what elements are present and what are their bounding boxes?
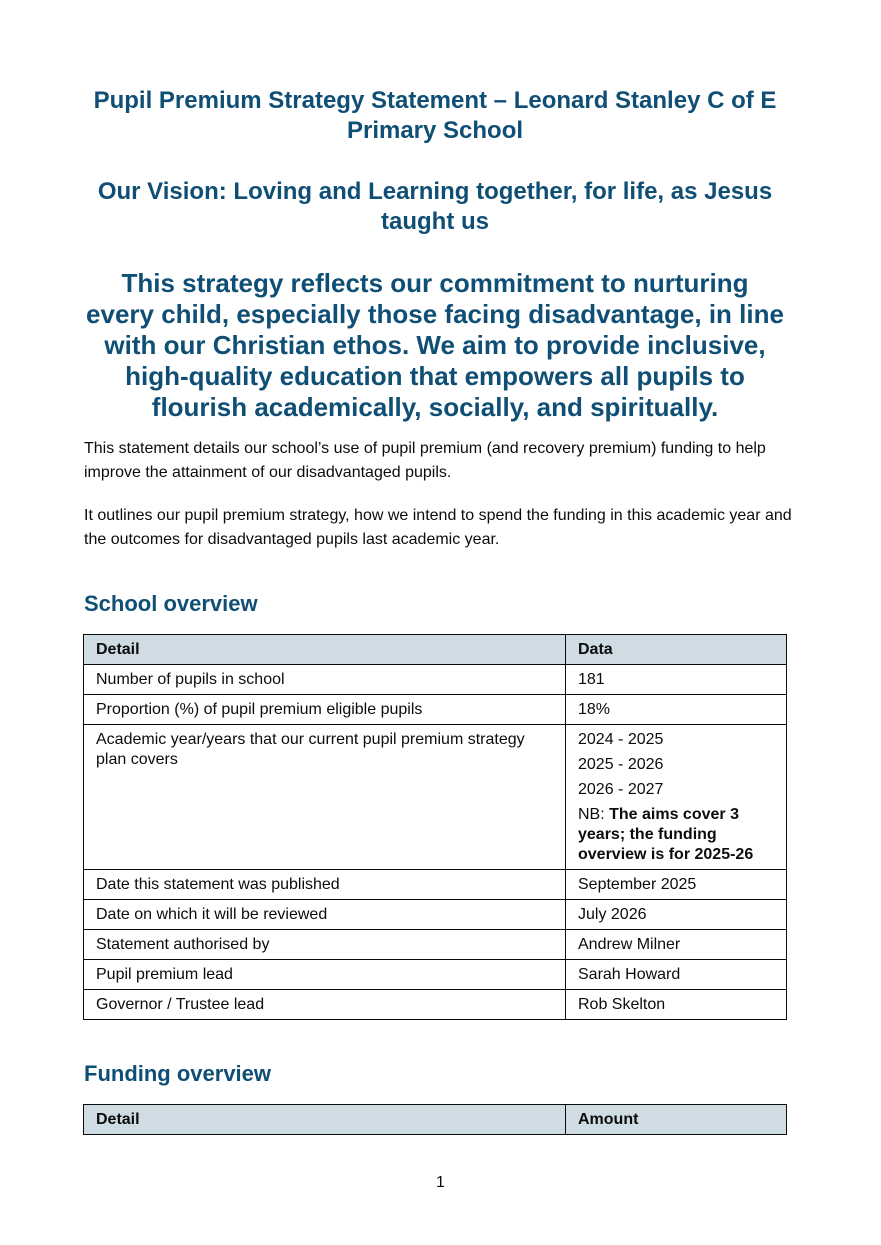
note-prefix: NB:	[578, 806, 610, 823]
table-row	[84, 990, 787, 1020]
row-data: 181	[566, 665, 787, 695]
table-row	[84, 930, 787, 960]
academic-year: 2024 - 2025	[578, 731, 664, 748]
table-header-row	[84, 635, 787, 665]
school-vision: Our Vision: Loving and Learning together, for life, as Jesus taught us	[97, 178, 773, 235]
column-header-detail: Detail	[84, 1105, 566, 1135]
row-data: Sarah Howard	[566, 960, 787, 990]
row-data	[566, 725, 787, 870]
funding-note	[578, 805, 774, 865]
page-number: 1	[436, 1174, 445, 1191]
table-row	[84, 665, 787, 695]
row-detail: Governor / Trustee lead	[84, 990, 566, 1020]
intro-paragraph: This statement details our school’s use of pupil premium (and recovery premium) funding to help improve the attainment of our disadvantaged pupils.	[84, 440, 766, 481]
funding-overview-heading: Funding overview	[84, 1061, 272, 1086]
row-data: Andrew Milner	[566, 930, 787, 960]
column-header-amount: Amount	[566, 1105, 787, 1135]
document-title: Pupil Premium Strategy Statement – Leonard Stanley C of E Primary School	[93, 87, 777, 144]
row-data: Rob Skelton	[566, 990, 787, 1020]
table-row	[84, 725, 787, 870]
table-row	[84, 695, 787, 725]
row-detail: Date this statement was published	[84, 870, 566, 900]
row-detail: Academic year/years that our current pupil premium strategy plan covers	[84, 725, 566, 870]
strategy-statement: This strategy reflects our commitment to nurturing every child, especially those facing disadvantage, in line with our Christian ethos. We aim to provide inclusive, high-quality education that empowers all pupils to flourish academically, socially, and spiritually.	[86, 268, 784, 422]
table-row	[84, 870, 787, 900]
table-header-row	[84, 1105, 787, 1135]
column-header-detail: Detail	[84, 635, 566, 665]
school-overview-heading: School overview	[84, 591, 258, 616]
row-detail: Statement authorised by	[84, 930, 566, 960]
intro-paragraph: It outlines our pupil premium strategy, how we intend to spend the funding in this academic year and the outcomes for disadvantaged pupils last academic year.	[84, 507, 792, 548]
academic-year: 2026 - 2027	[578, 781, 664, 798]
table-row	[84, 900, 787, 930]
funding-overview-table	[83, 1104, 787, 1135]
school-overview-table	[83, 634, 787, 1020]
note-text: The aims cover 3 years; the funding overview is for 2025-26	[578, 806, 754, 863]
row-data: September 2025	[566, 870, 787, 900]
row-detail: Pupil premium lead	[84, 960, 566, 990]
academic-year: 2025 - 2026	[578, 756, 664, 773]
table-row	[84, 960, 787, 990]
row-detail: Date on which it will be reviewed	[84, 900, 566, 930]
row-detail: Number of pupils in school	[84, 665, 566, 695]
row-data: 18%	[566, 695, 787, 725]
row-data: July 2026	[566, 900, 787, 930]
column-header-data: Data	[566, 635, 787, 665]
row-detail: Proportion (%) of pupil premium eligible pupils	[84, 695, 566, 725]
